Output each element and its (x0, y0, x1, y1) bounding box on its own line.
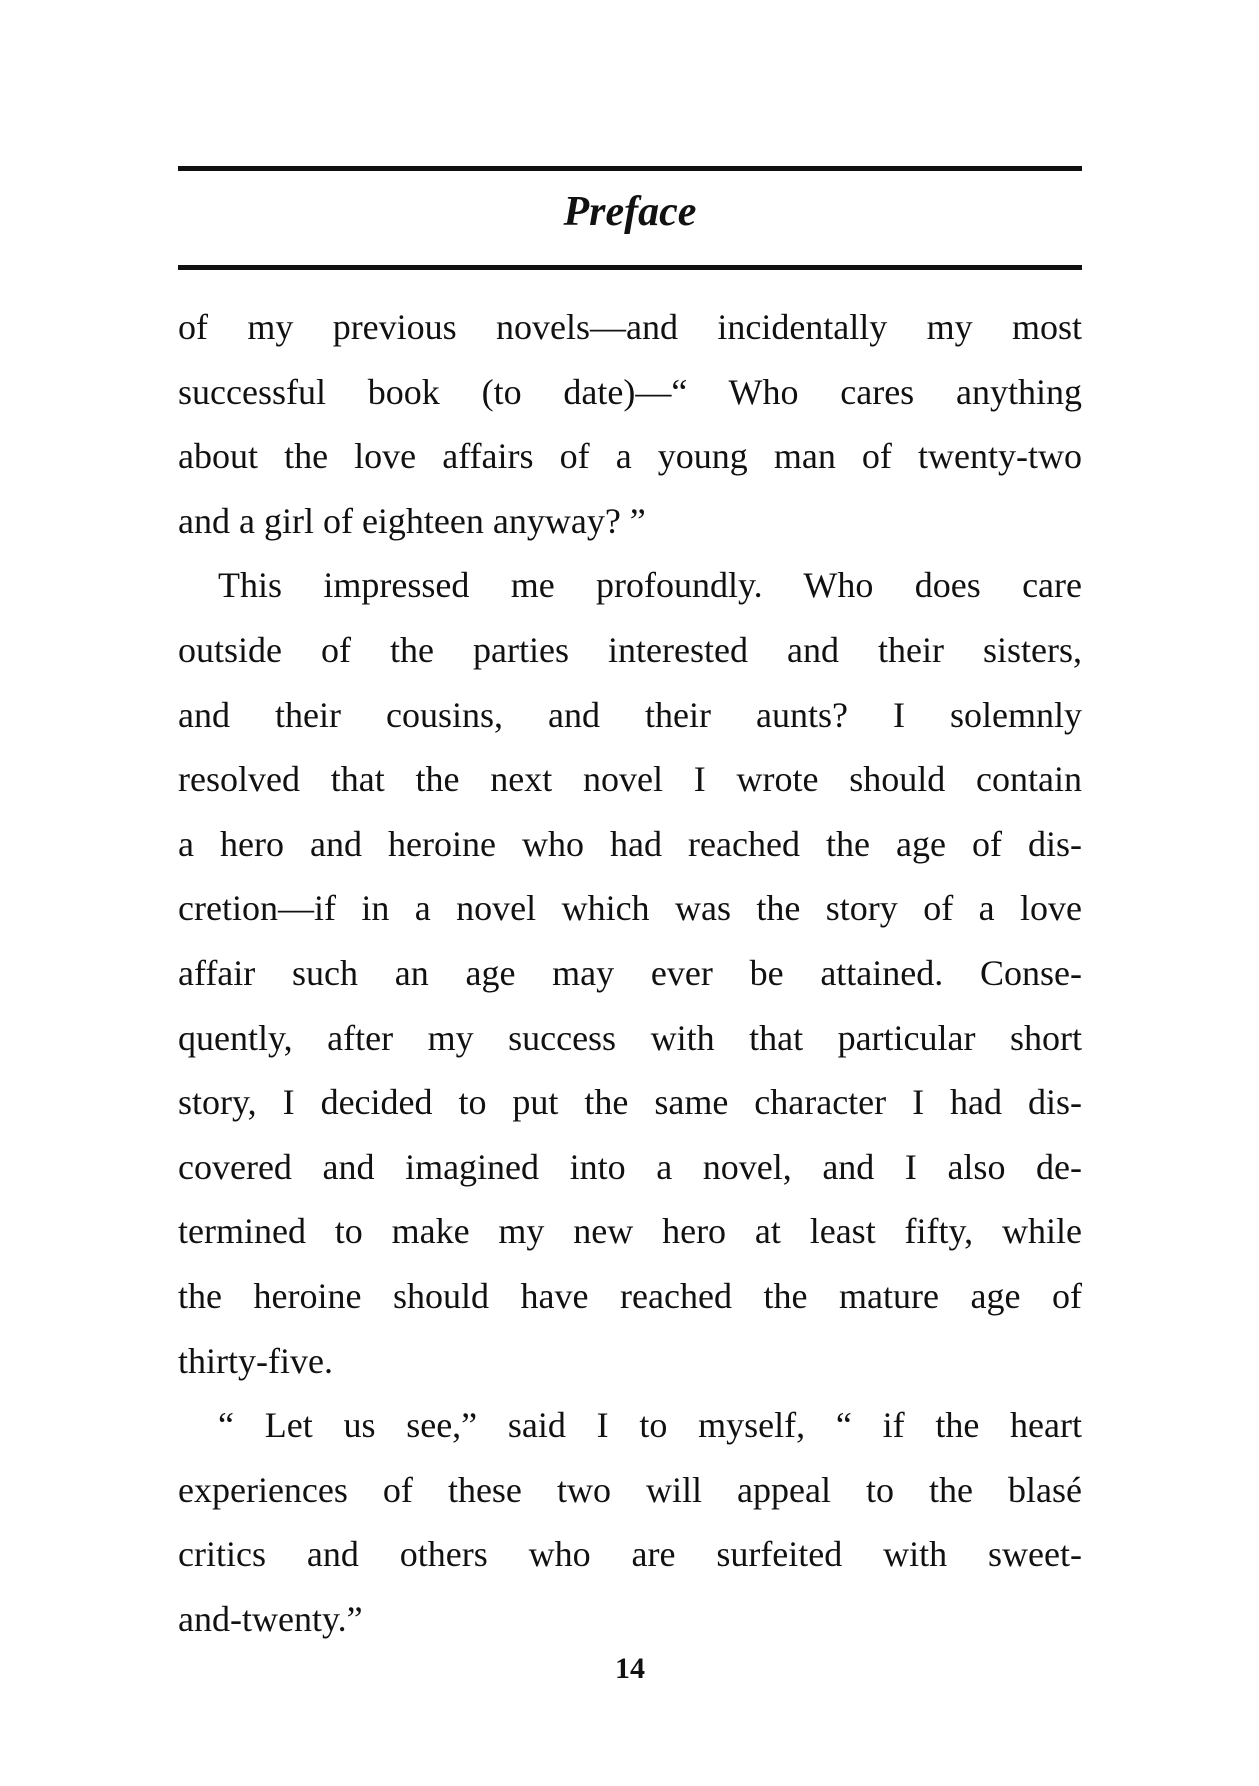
page-number: 14 (615, 1652, 645, 1685)
text-line: experiences of these two will appeal to the blasé (178, 1469, 1082, 1510)
text-line: a hero and heroine who had reached the age of dis- (178, 823, 1082, 864)
text-line: quently, after my success with that particular short (178, 1017, 1082, 1058)
text-line: This impressed me profoundly. Who does care (218, 565, 1082, 606)
text-line: “ Let us see,” said I to myself, “ if the heart (218, 1405, 1082, 1446)
text-line: outside of the parties interested and their sisters, (178, 629, 1082, 670)
text-line: and their cousins, and their aunts? I solemnly (178, 694, 1082, 735)
text-line: and a girl of eighteen anyway? ” (178, 500, 646, 541)
text-line: thirty-five. (178, 1340, 333, 1381)
header-rule-top (178, 166, 1082, 171)
text-line: and-twenty.” (178, 1598, 363, 1639)
text-line: resolved that the next novel I wrote should contain (178, 759, 1082, 800)
body-text (178, 295, 1082, 1651)
text-line: affair such an age may ever be attained. Conse- (178, 952, 1082, 993)
text-line: covered and imagined into a novel, and I also de- (178, 1146, 1082, 1187)
text-line: the heroine should have reached the mature age of (178, 1275, 1082, 1316)
text-line: of my previous novels—and incidentally my most (178, 307, 1082, 347)
text-line: cretion—if in a novel which was the story of a love (178, 888, 1082, 929)
text-line: critics and others who are surfeited with sweet- (178, 1534, 1082, 1575)
text-line: termined to make my new hero at least fifty, while (178, 1211, 1082, 1252)
text-line: story, I decided to put the same character I had dis- (178, 1082, 1082, 1123)
header-rule-bottom (178, 265, 1082, 270)
text-line: about the love affairs of a young man of twenty-two (178, 436, 1082, 477)
running-title: Preface (563, 189, 697, 235)
text-line: successful book (to date)—“ Who cares anything (178, 371, 1082, 412)
